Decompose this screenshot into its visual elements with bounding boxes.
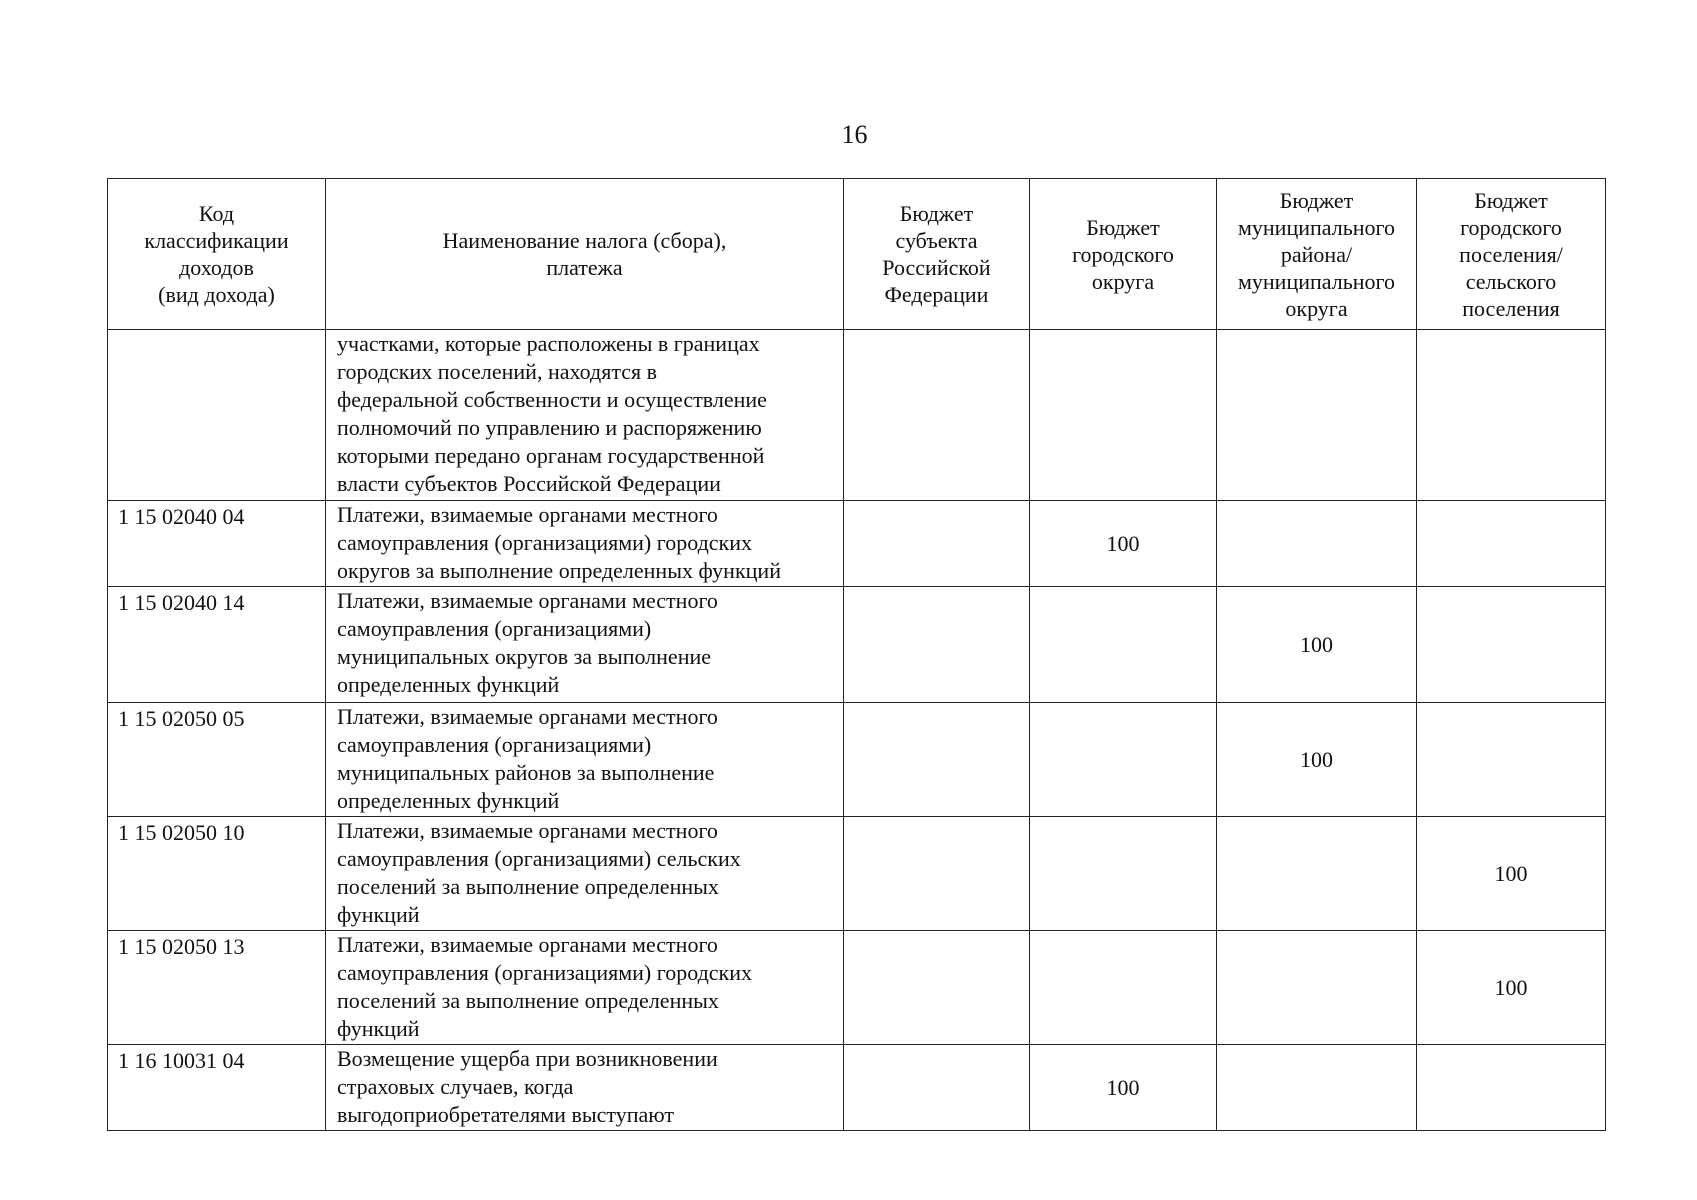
subject-budget-value	[844, 1045, 1030, 1131]
income-distribution-table	[107, 178, 1606, 1131]
settlement-budget-value	[1417, 501, 1606, 587]
settlement-budget-value: 100	[1417, 931, 1606, 1045]
municipal-district-budget-value	[1217, 501, 1417, 587]
income-code: 1 15 02050 13	[108, 931, 326, 1045]
subject-budget-value	[844, 931, 1030, 1045]
income-name: Возмещение ущерба при возникновении страховых случаев, когда выгодоприобретателями выступают	[326, 1045, 844, 1131]
table-row	[108, 330, 1606, 501]
income-code: 1 15 02050 05	[108, 703, 326, 817]
city-okrug-budget-value	[1030, 587, 1217, 703]
city-okrug-budget-value	[1030, 817, 1217, 931]
income-name: Платежи, взимаемые органами местного самоуправления (организациями) сельских поселений за выполнение определенных функций	[326, 817, 844, 931]
city-okrug-budget-value	[1030, 703, 1217, 817]
header-municipal-district-budget: Бюджет муниципального района/ муниципального округа	[1217, 179, 1417, 330]
income-name: Платежи, взимаемые органами местного самоуправления (организациями) муниципальных округов за выполнение определенных функций	[326, 587, 844, 703]
income-name: Платежи, взимаемые органами местного самоуправления (организациями) городских поселений за выполнение определенных функций	[326, 931, 844, 1045]
settlement-budget-value	[1417, 703, 1606, 817]
subject-budget-value	[844, 703, 1030, 817]
table-row	[108, 931, 1606, 1045]
table-row	[108, 501, 1606, 587]
income-code: 1 15 02040 14	[108, 587, 326, 703]
subject-budget-value	[844, 330, 1030, 501]
table-row	[108, 1045, 1606, 1131]
settlement-budget-value	[1417, 1045, 1606, 1131]
city-okrug-budget-value	[1030, 931, 1217, 1045]
header-settlement-budget: Бюджет городского поселения/ сельского поселения	[1417, 179, 1606, 330]
income-code: 1 15 02050 10	[108, 817, 326, 931]
settlement-budget-value: 100	[1417, 817, 1606, 931]
subject-budget-value	[844, 817, 1030, 931]
city-okrug-budget-value	[1030, 330, 1217, 501]
income-code: 1 16 10031 04	[108, 1045, 326, 1131]
settlement-budget-value	[1417, 330, 1606, 501]
subject-budget-value	[844, 501, 1030, 587]
municipal-district-budget-value	[1217, 817, 1417, 931]
income-code: 1 15 02040 04	[108, 501, 326, 587]
table-row	[108, 817, 1606, 931]
header-city-okrug-budget: Бюджет городского округа	[1030, 179, 1217, 330]
municipal-district-budget-value	[1217, 1045, 1417, 1131]
income-name: Платежи, взимаемые органами местного самоуправления (организациями) муниципальных районов за выполнение определенных функций	[326, 703, 844, 817]
table-header-row	[108, 179, 1606, 330]
income-name: участками, которые расположены в границах городских поселений, находятся в федеральной собственности и осуществление полномочий по управлению и распоряжению которыми передано органам государственной власти субъектов Российской Федерации	[326, 330, 844, 501]
header-subject-budget: Бюджет субъекта Российской Федерации	[844, 179, 1030, 330]
income-name: Платежи, взимаемые органами местного самоуправления (организациями) городских округов за выполнение определенных функций	[326, 501, 844, 587]
page-number: 16	[841, 120, 868, 149]
header-code: Код классификации доходов (вид дохода)	[108, 179, 326, 330]
table-row	[108, 703, 1606, 817]
settlement-budget-value	[1417, 587, 1606, 703]
municipal-district-budget-value: 100	[1217, 587, 1417, 703]
city-okrug-budget-value: 100	[1030, 501, 1217, 587]
income-code	[108, 330, 326, 501]
subject-budget-value	[844, 587, 1030, 703]
table-row	[108, 587, 1606, 703]
header-name: Наименование налога (сбора), платежа	[326, 179, 844, 330]
municipal-district-budget-value: 100	[1217, 703, 1417, 817]
municipal-district-budget-value	[1217, 330, 1417, 501]
city-okrug-budget-value: 100	[1030, 1045, 1217, 1131]
municipal-district-budget-value	[1217, 931, 1417, 1045]
